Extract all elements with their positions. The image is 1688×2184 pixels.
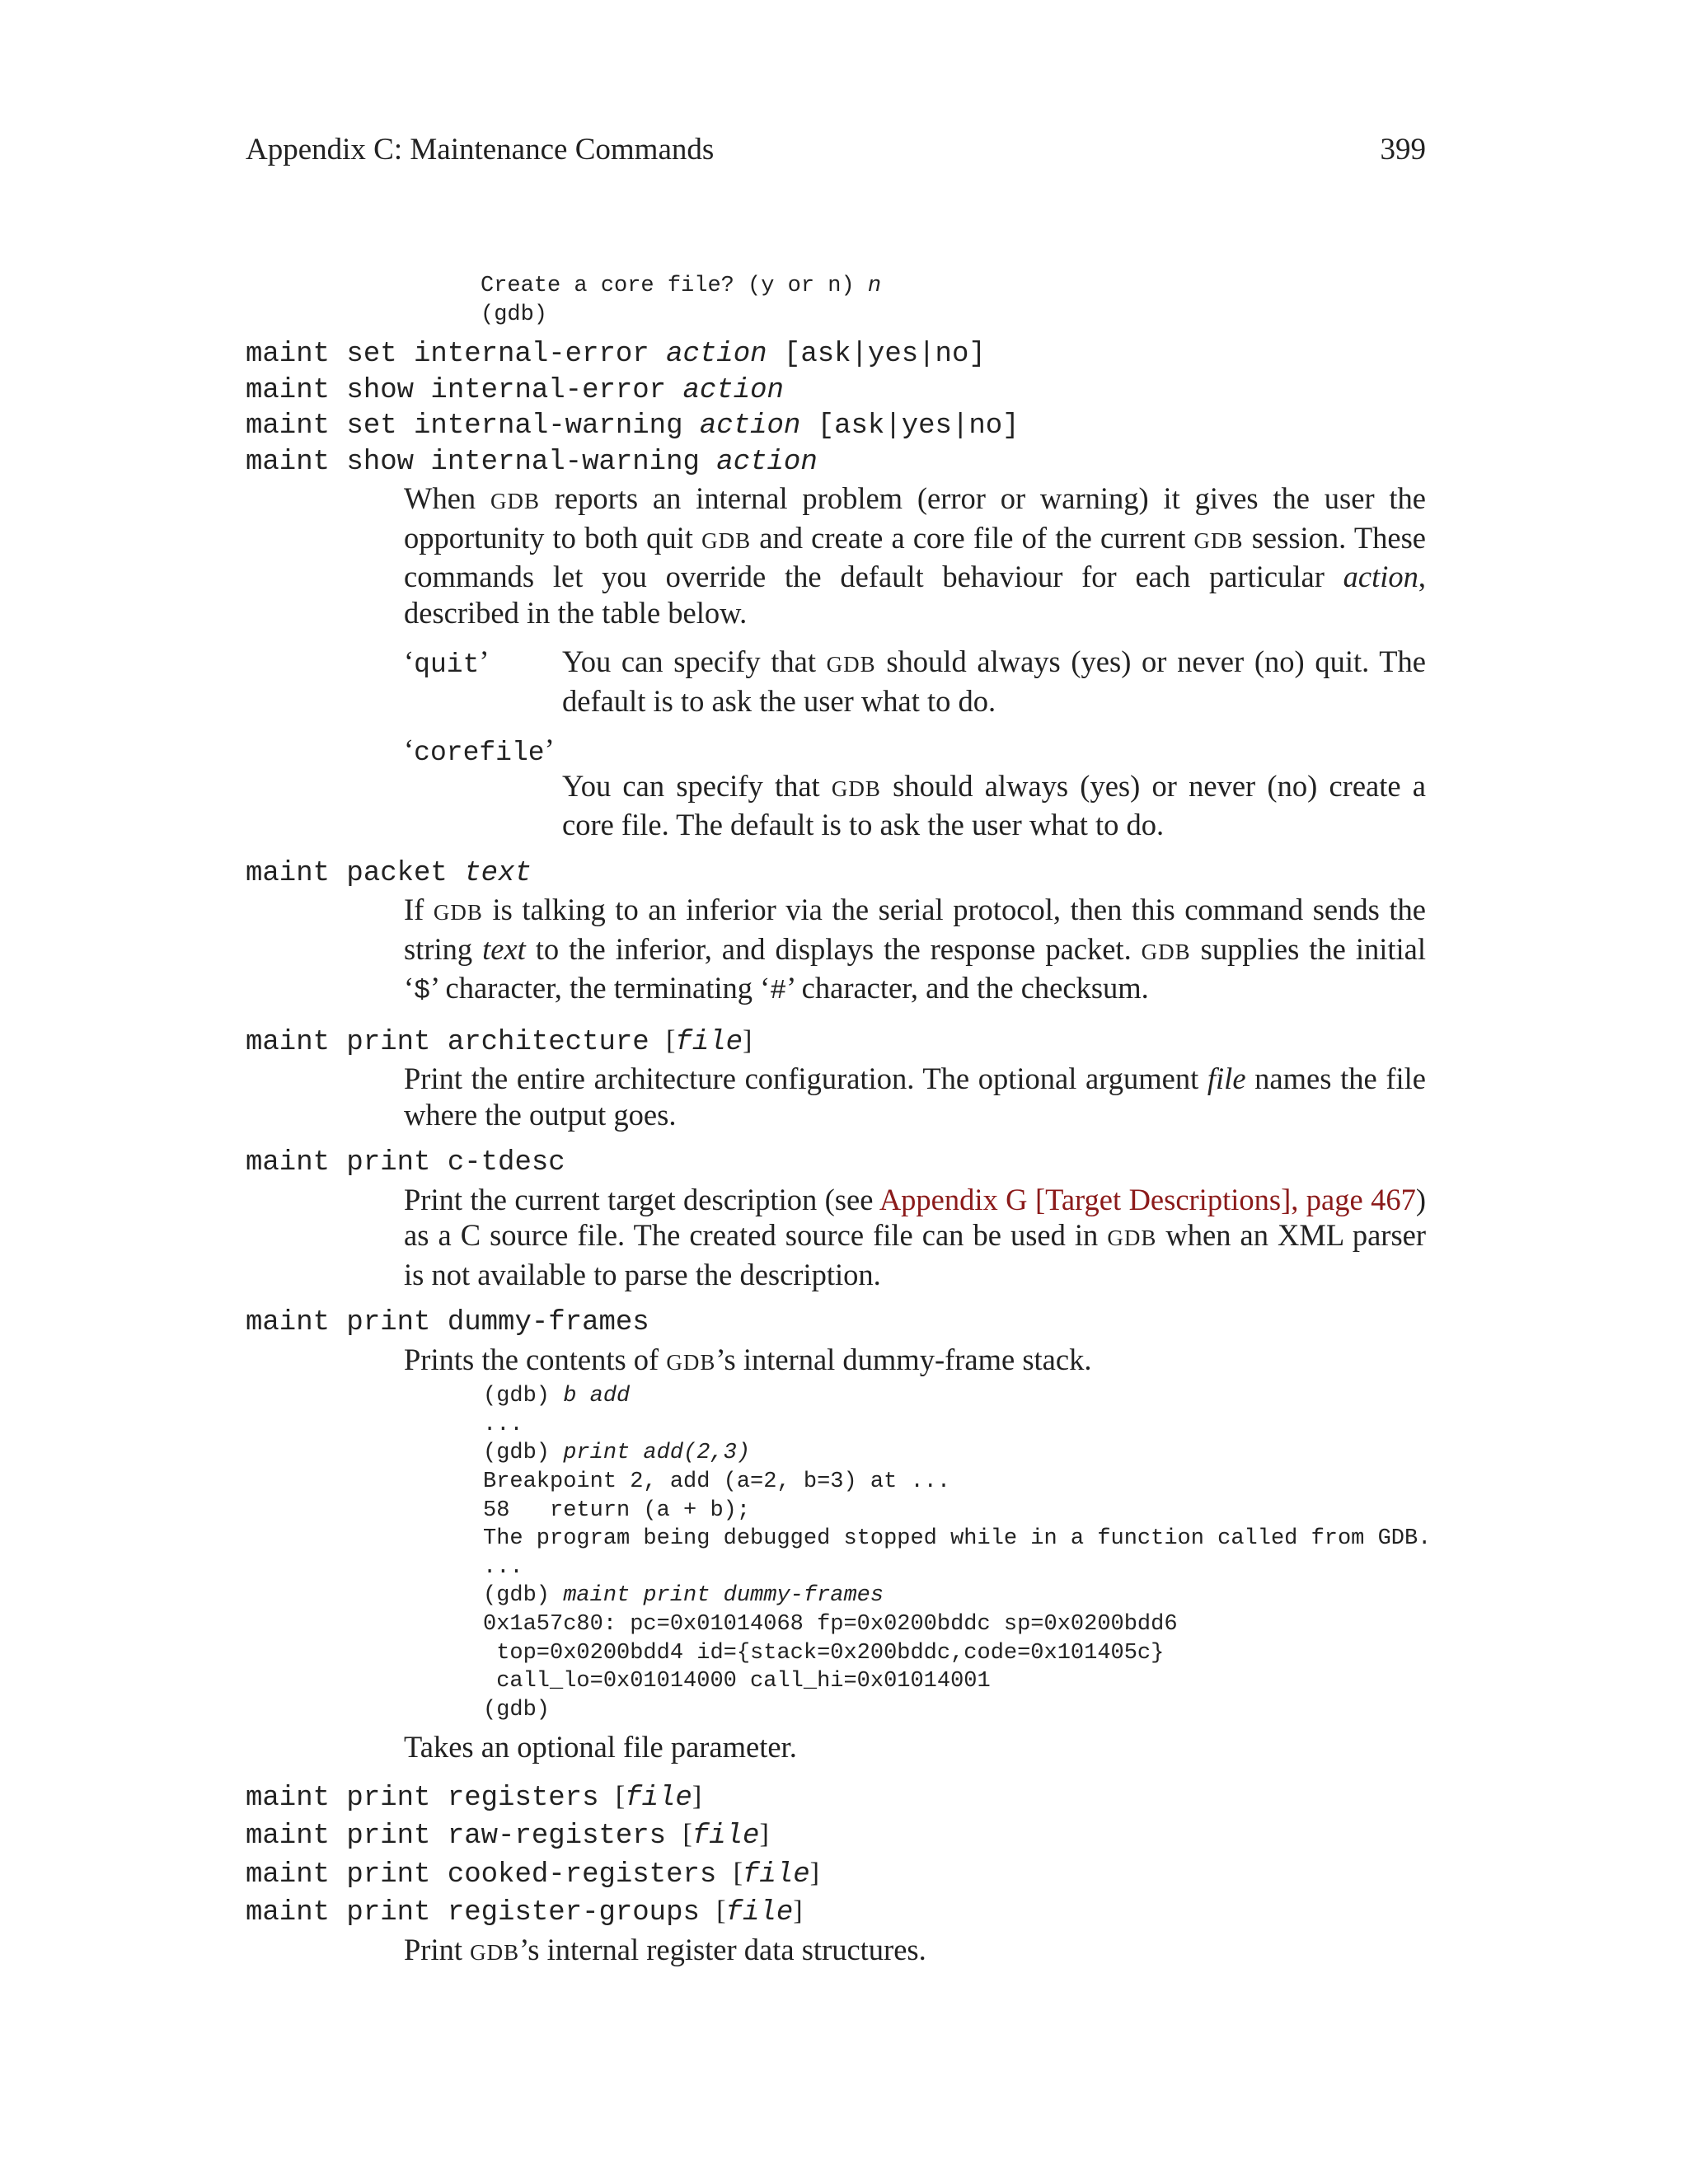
command-show-internal-warning [246, 445, 1426, 481]
entry-internal-problem [246, 337, 1426, 843]
page-number: 399 [1380, 133, 1426, 166]
code-input: maint print dummy-frames [563, 1583, 884, 1609]
code-line: Breakpoint 2, add (a=2, b=3) at ... [483, 1469, 951, 1494]
print-c-tdesc-description [404, 1182, 1426, 1293]
print-architecture-description [404, 1061, 1426, 1132]
gdb-smallcaps: GDB [701, 527, 752, 553]
command-text: maint print architecture [246, 1026, 667, 1058]
code-line: ... [483, 1554, 523, 1580]
text: Print [404, 1932, 471, 1966]
arg-italic: text [482, 931, 526, 966]
command-arg: action [682, 374, 784, 406]
code-input: b add [563, 1384, 631, 1409]
gdb-smallcaps: GDB [1107, 1226, 1157, 1251]
table-term-code: corefile [414, 738, 545, 769]
code-line: (gdb) [483, 1384, 564, 1409]
text: and create a core file of the current [751, 520, 1194, 555]
arg-italic: action [1343, 560, 1418, 594]
code-line: (gdb) [483, 1583, 564, 1609]
command-arg: file [725, 1897, 794, 1929]
text: , described in the table below. [404, 560, 1426, 630]
command-text: maint show internal-error [246, 374, 683, 406]
text: ’ character, the terminating ‘ [429, 971, 771, 1005]
gdb-smallcaps: GDB [490, 489, 540, 514]
command-set-internal-error [246, 337, 1426, 373]
text: should always (yes) or never (no) create a core file. The default is to ask the user what to do. [562, 768, 1426, 842]
text: If [404, 893, 434, 927]
internal-problem-description [404, 480, 1426, 630]
page-content [246, 272, 1432, 1971]
text: supplies the initial ‘ [404, 931, 1426, 1005]
table-term-code: quit [414, 649, 480, 681]
table-description [562, 768, 1426, 843]
command-text: maint set internal-error [246, 339, 667, 371]
command-text: maint print register-groups [246, 1897, 717, 1929]
command-text: maint print raw-registers [246, 1821, 683, 1853]
page-header [246, 132, 1426, 168]
command-arg: action [666, 339, 767, 371]
gdb-smallcaps: GDB [433, 900, 483, 926]
text: ’s internal dummy-frame stack. [715, 1342, 1092, 1376]
dummy-frames-note: Takes an optional file parameter. [404, 1730, 797, 1765]
code-line: (gdb) [481, 302, 548, 327]
gdb-smallcaps: GDB [1141, 939, 1191, 964]
entry-print-c-tdesc [246, 1146, 1426, 1292]
code-line: 0x1a57c80: pc=0x01014068 fp=0x0200bddc sp=0x0200bdd6 [483, 1611, 1178, 1637]
action-table-row-quit [404, 644, 1426, 719]
arg-italic: file [1207, 1062, 1246, 1096]
code-input: print add(2,3) [563, 1441, 751, 1466]
code-line: 58 return (a + b); [483, 1497, 751, 1523]
command-text: maint show internal-warning [246, 446, 717, 478]
text: is talking to an inferior via the serial protocol, then this command sends the string [404, 893, 1426, 966]
text: You can specify that [562, 768, 832, 803]
command-options: [ask|yes|no] [800, 410, 1020, 443]
text: to the inferior, and displays the response packet. [525, 931, 1142, 966]
print-dummy-frames-description [404, 1342, 1426, 1381]
text: Print the current target description (see [404, 1182, 879, 1216]
command-arg: action [716, 446, 818, 478]
code-line: (gdb) [483, 1697, 551, 1722]
text: when an XML parser is not available to parse the description. [404, 1218, 1427, 1291]
command-arg: file [675, 1026, 743, 1058]
text: ’s internal register data structures. [519, 1932, 926, 1966]
text: You can specify that [562, 644, 827, 679]
entry-print-dummy-frames [246, 1305, 1432, 1765]
code-line: The program being debugged stopped while in a function called from GDB. [483, 1526, 1432, 1552]
command-print-registers: maint print registers [file] [246, 1780, 702, 1814]
code-example-dummy-frames [483, 1382, 1432, 1724]
page-header-title: Appendix C: Maintenance Commands [246, 133, 715, 166]
text: should always (yes) or never (no) quit. The default is to ask the user what to do. [562, 644, 1426, 718]
code-example-core-file [481, 272, 1426, 329]
code-line: (gdb) [483, 1441, 564, 1466]
command-arg: file [743, 1858, 810, 1891]
code-char: $ [414, 976, 430, 1007]
table-description [562, 644, 1426, 719]
command-print-c-tdesc: maint print c-tdesc [246, 1147, 565, 1179]
code-line: Create a core file? (y or n) [481, 274, 868, 298]
print-registers-description [404, 1932, 1426, 1971]
command-arg: file [692, 1821, 760, 1853]
gdb-smallcaps: GDB [831, 776, 881, 801]
entry-print-registers [246, 1779, 1426, 1971]
command-arg: file [625, 1782, 692, 1814]
gdb-smallcaps: GDB [1193, 527, 1244, 553]
code-line: top=0x0200bdd4 id={stack=0x200bddc,code=0x101405c} [483, 1640, 1165, 1666]
table-term: ‘quit’ [404, 644, 490, 681]
text: Prints the contents of [404, 1342, 667, 1376]
command-arg: text [464, 857, 532, 889]
command-text: maint print cooked-registers [246, 1858, 734, 1891]
code-line: call_lo=0x01014000 call_hi=0x01014001 [483, 1669, 991, 1694]
text: ) as a C source file. The created source file can be used in [404, 1182, 1426, 1253]
entry-maint-packet [246, 856, 1426, 1010]
text: ’ character, and the checksum. [786, 971, 1149, 1005]
gdb-smallcaps: GDB [666, 1349, 716, 1375]
command-text: maint print registers [246, 1782, 616, 1814]
entry-print-architecture [246, 1023, 1426, 1133]
command-print-cooked-registers: maint print cooked-registers [file] [246, 1857, 819, 1891]
gdb-smallcaps: GDB [470, 1939, 520, 1965]
command-text: maint set internal-warning [246, 410, 700, 443]
command-print-dummy-frames: maint print dummy-frames [246, 1307, 649, 1339]
action-table-row-corefile [404, 732, 1426, 843]
text: reports an internal problem (error or warning) it gives the user the opportunity to both quit [404, 481, 1426, 555]
text: names the file where the output goes. [404, 1062, 1426, 1132]
code-char: # [770, 976, 787, 1007]
command-print-architecture: maint print architecture [file] [246, 1024, 753, 1058]
maint-packet-description [404, 892, 1426, 1010]
code-line: ... [483, 1412, 523, 1437]
command-maint-packet [246, 856, 1426, 893]
command-print-raw-registers: maint print raw-registers [file] [246, 1819, 769, 1853]
action-table [404, 644, 1426, 843]
command-show-internal-error [246, 373, 1426, 410]
text: Print the entire architecture configuration. The optional argument [404, 1062, 1207, 1096]
text: When [404, 481, 490, 516]
command-options: [ask|yes|no] [767, 339, 986, 371]
command-print-register-groups: maint print register-groups [file] [246, 1896, 803, 1929]
command-text: maint packet [246, 857, 465, 889]
command-set-internal-warning [246, 409, 1426, 445]
gdb-smallcaps: GDB [826, 652, 876, 677]
code-input: n [867, 274, 882, 298]
command-arg: action [699, 410, 801, 443]
table-term: ‘corefile’ [404, 733, 555, 769]
link-target-descriptions[interactable]: Appendix G [Target Descriptions], page 467 [879, 1182, 1416, 1216]
text: session. These commands let you override the default behaviour for each particular [404, 520, 1426, 594]
